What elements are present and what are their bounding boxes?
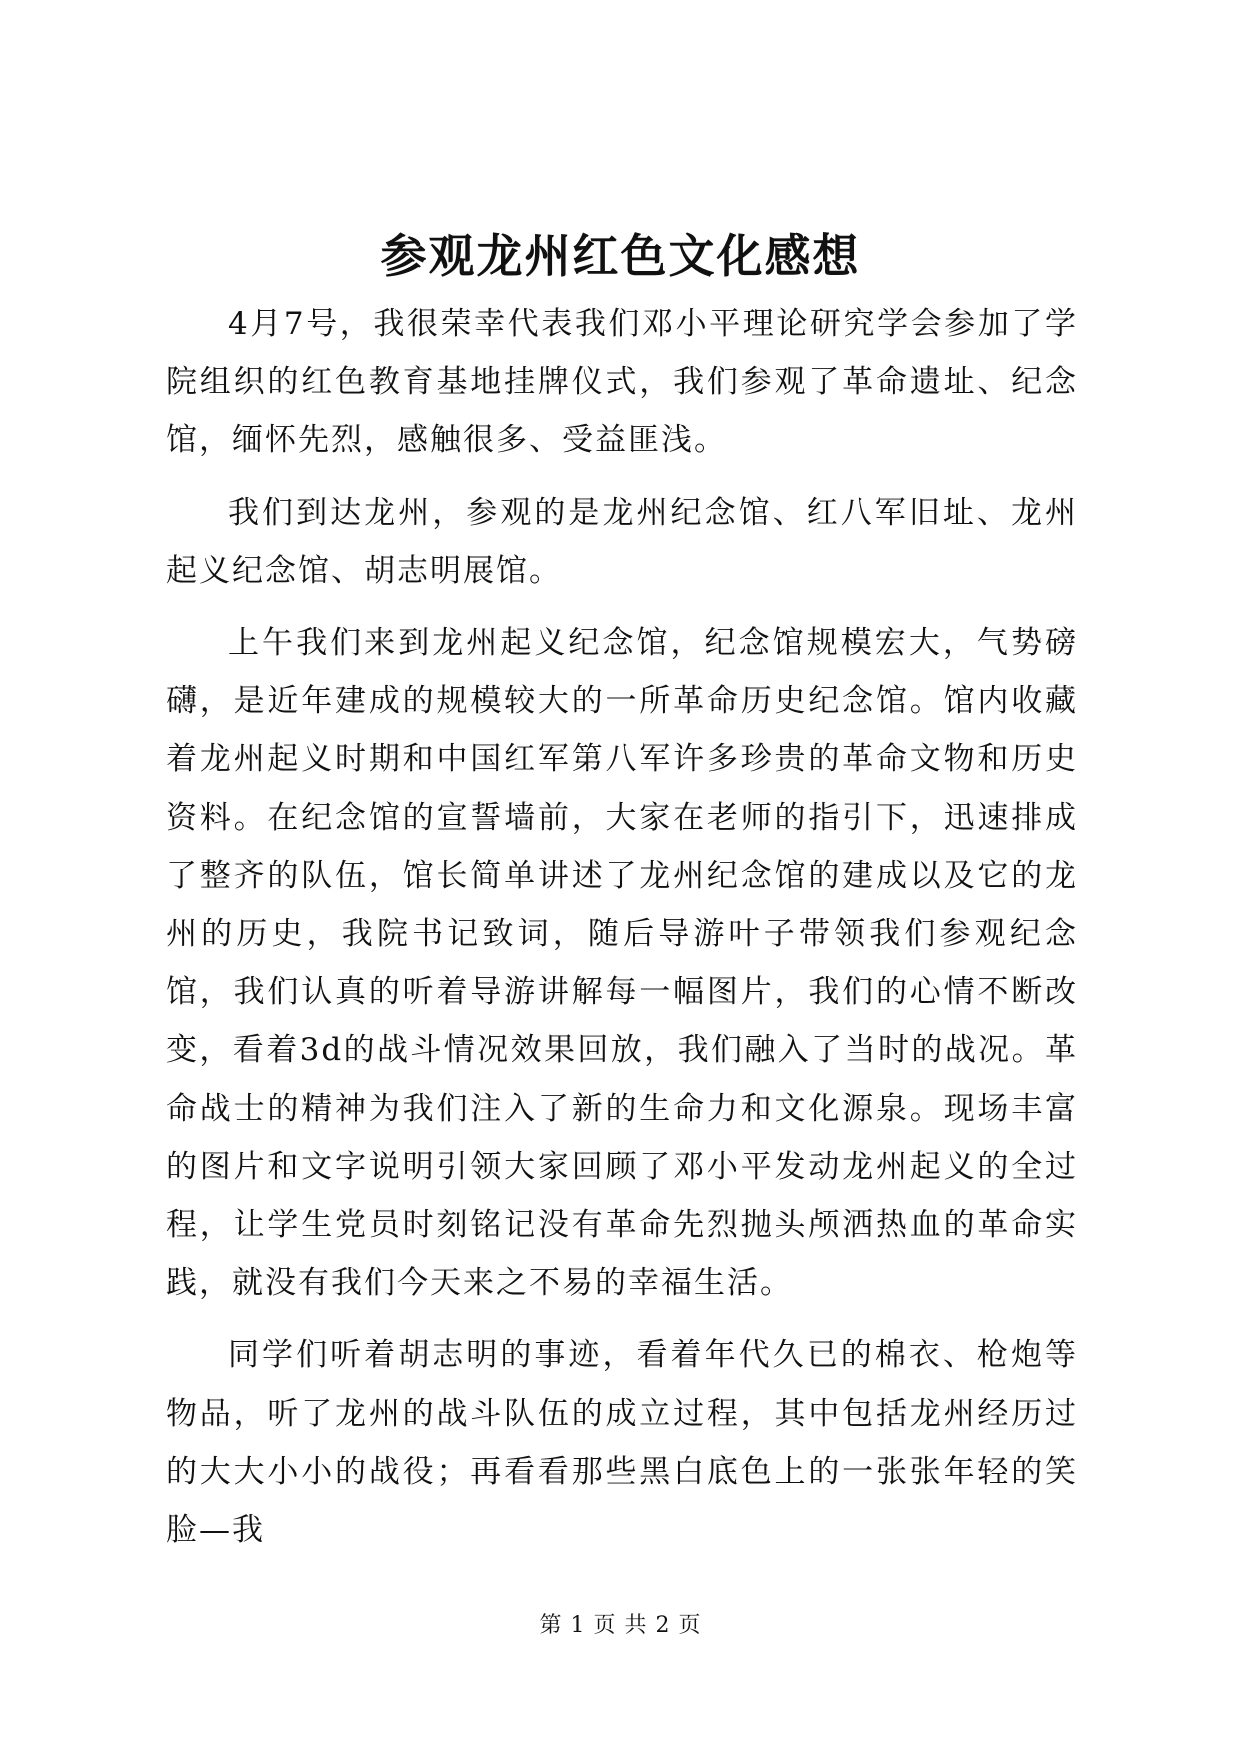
paragraph-4: 同学们听着胡志明的事迹，看着年代久已的棉衣、枪炮等物品，听了龙州的战斗队伍的成立过程，其中包括龙州经历过的大大小小的战役；再看看那些黑白底色上的一张张年轻的笑脸—我 — [166, 1337, 1078, 1549]
document-body — [166, 295, 1078, 1559]
paragraph-3: 上午我们来到龙州起义纪念馆，纪念馆规模宏大，气势磅礴，是近年建成的规模较大的一所革命历史纪念馆。馆内收藏着龙州起义时期和中国红军第八军许多珍贵的革命文物和历史资料。在纪念馆的宣誓墙前，大家在老师的指引下，迅速排成了整齐的队伍，馆长简单讲述了龙州纪念馆的建成以及它的龙州的历史，我院书记致词，随后导游叶子带领我们参观纪念馆，我们认真的听着导游讲解每一幅图片，我们的心情不断改变，看着3d的战斗情况效果回放，我们融入了当时的战况。革命战士的精神为我们注入了新的生命力和文化源泉。现场丰富的图片和文字说明引领大家回顾了邓小平发动龙州起义的全过程，让学生党员时刻铭记没有革命先烈抛头颅洒热血的革命实践，就没有我们今天来之不易的幸福生活。 — [166, 625, 1078, 1302]
paragraph-1: 4月7号，我很荣幸代表我们邓小平理论研究学会参加了学院组织的红色教育基地挂牌仪式，我们参观了革命遗址、纪念馆，缅怀先烈，感触很多、受益匪浅。 — [166, 306, 1078, 459]
paragraph-2: 我们到达龙州，参观的是龙州纪念馆、红八军旧址、龙州起义纪念馆、胡志明展馆。 — [166, 494, 1078, 589]
document-title: 参观龙州红色文化感想 — [380, 229, 861, 283]
page-footer: 第 1 页 共 2 页 — [539, 1613, 702, 1638]
